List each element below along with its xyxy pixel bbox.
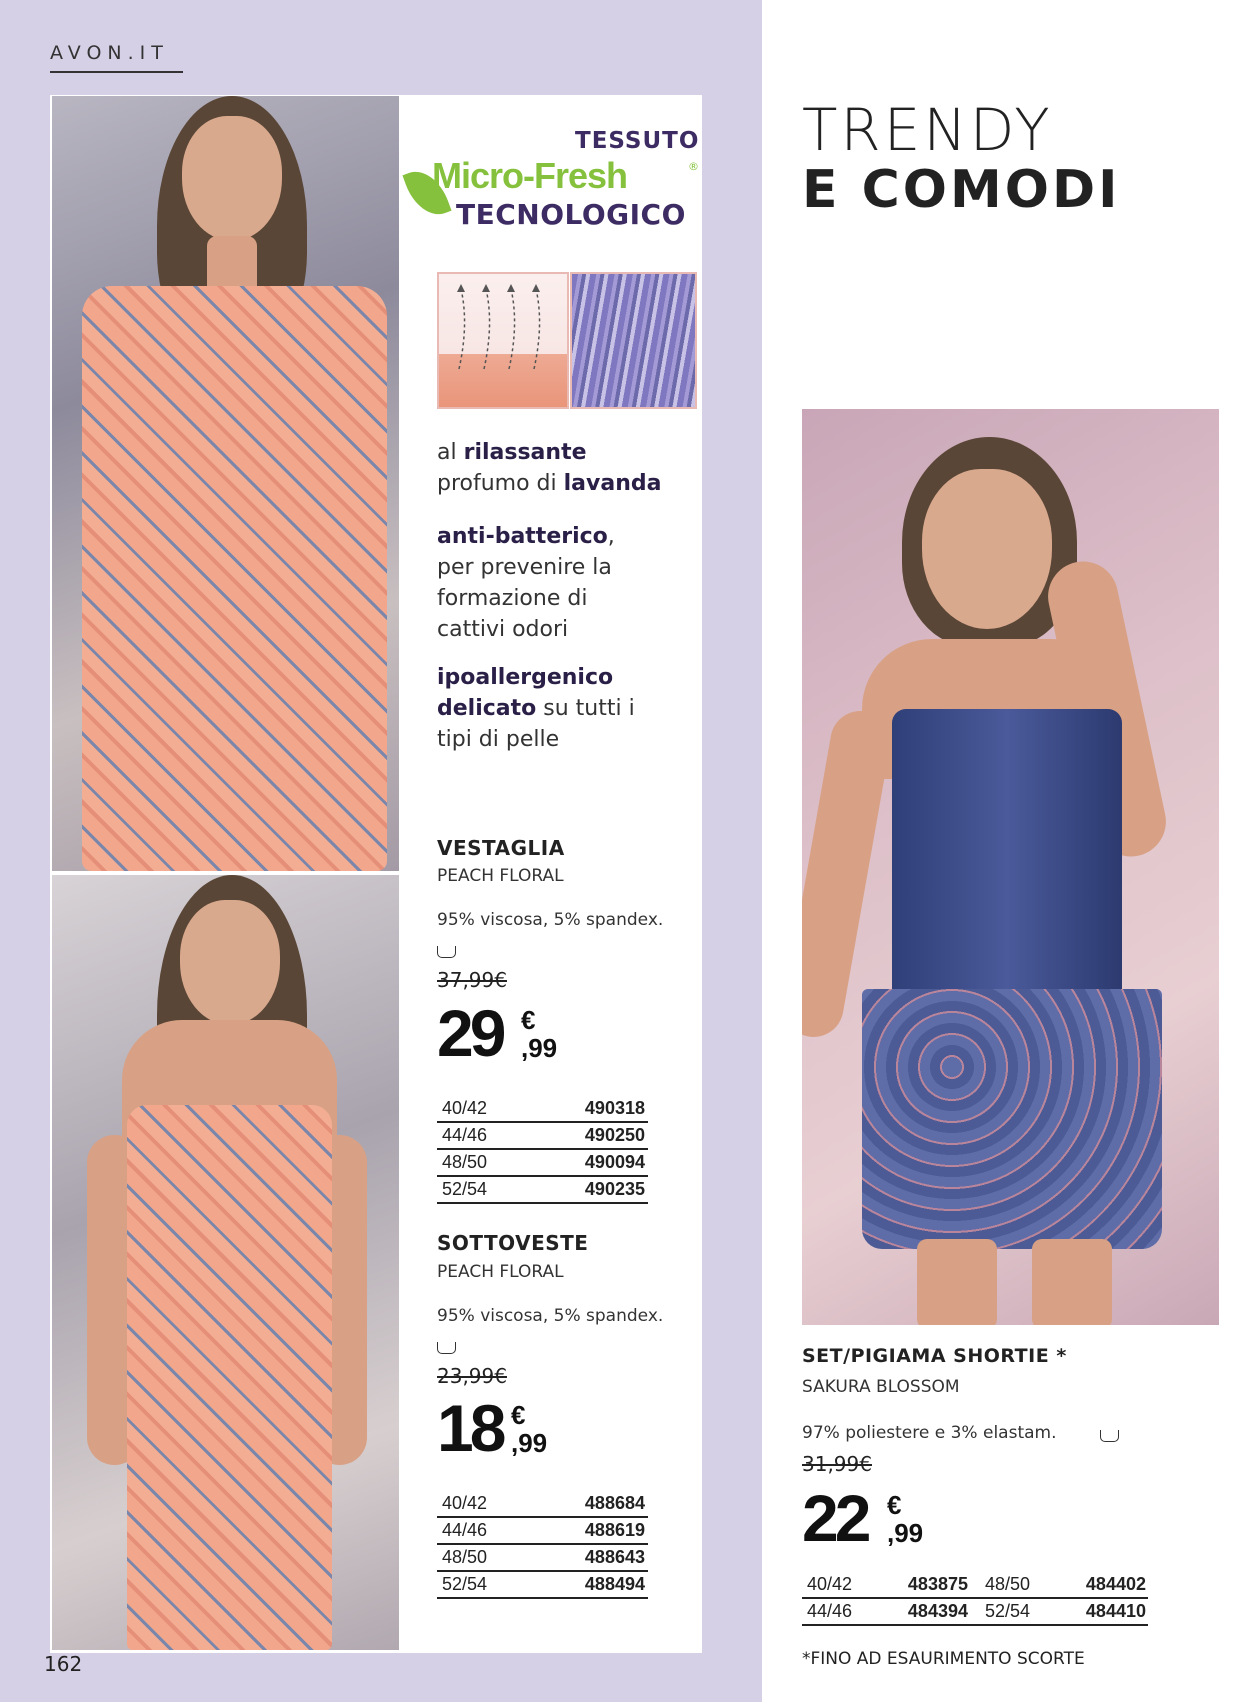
feature-line-1: al rilassante: [437, 440, 587, 465]
old-price-sottoveste: 23,99€: [437, 1364, 507, 1388]
price-int-shortie: 22: [802, 1481, 868, 1555]
evaporation-arrows-icon: [439, 274, 567, 407]
divider: [437, 1516, 648, 1518]
asterisk: *: [1056, 1345, 1067, 1367]
product-name-sottoveste: SOTTOVESTE: [437, 1231, 589, 1255]
registered-mark: ®: [688, 160, 699, 173]
product-material-vestaglia: 95% viscosa, 5% spandex.: [437, 910, 664, 930]
leg-left-shape: [917, 1239, 997, 1325]
code-row-2: 484402: [1085, 1574, 1146, 1594]
divider: [437, 1543, 648, 1545]
photo-shortie: [802, 409, 1219, 1325]
product-name-shortie: SET/PIGIAMA SHORTIE *: [802, 1345, 1067, 1367]
price-currency-vestaglia: €: [521, 1005, 536, 1035]
feature-line-4: per prevenire la: [437, 555, 612, 580]
photo-vestaglia: [52, 96, 399, 871]
feature-line-2: profumo di lavanda: [437, 471, 662, 496]
size-row-4: 52/54: [985, 1601, 1031, 1621]
size-row-3: 44/46: [807, 1601, 853, 1621]
price-int-vestaglia: 29: [437, 996, 503, 1070]
size-row-4: 52/54: [442, 1179, 488, 1199]
brand-underline: [50, 71, 183, 73]
price-currency-sottoveste: €: [511, 1400, 526, 1430]
feature-line-6: cattivi odori: [437, 617, 569, 642]
feature-line-5: formazione di: [437, 586, 588, 611]
old-price-vestaglia: 37,99€: [437, 968, 507, 992]
size-row-2: 48/50: [985, 1574, 1031, 1594]
robe-shape: [82, 286, 387, 871]
photo-sottoveste: [52, 875, 399, 1650]
code-row-3: 490094: [584, 1152, 645, 1172]
code-row-4: 488494: [584, 1574, 645, 1594]
tech-line3: TECNOLOGICO: [456, 198, 686, 231]
product-variant-sottoveste: PEACH FLORAL: [437, 1262, 564, 1282]
code-row-3: 488643: [584, 1547, 645, 1567]
code-row-4: 484410: [1085, 1601, 1146, 1621]
headline-line1: TRENDY: [802, 96, 1053, 164]
product-material-shortie: 97% poliestere e 3% elastam.: [802, 1423, 1057, 1443]
feature-line-9: tipi di pelle: [437, 727, 560, 752]
size-row-1: 40/42: [442, 1493, 488, 1513]
size-row-2: 44/46: [442, 1520, 488, 1540]
hand-wash-icon: [437, 946, 456, 958]
size-row-3: 48/50: [442, 1547, 488, 1567]
size-row-3: 48/50: [442, 1152, 488, 1172]
code-row-2: 490250: [584, 1125, 645, 1145]
divider: [437, 1202, 648, 1204]
divider: [437, 1148, 648, 1150]
face-shape: [182, 116, 282, 241]
size-row-4: 52/54: [442, 1574, 488, 1594]
divider: [437, 1570, 648, 1572]
hand-wash-icon: [1100, 1430, 1119, 1442]
size-row-2: 44/46: [442, 1125, 488, 1145]
product-name-vestaglia: VESTAGLIA: [437, 836, 565, 860]
shorts-shape: [862, 989, 1162, 1249]
divider: [437, 1175, 648, 1177]
product-variant-vestaglia: PEACH FLORAL: [437, 866, 564, 886]
slip-shape: [127, 1105, 332, 1650]
product-variant-shortie: SAKURA BLOSSOM: [802, 1377, 960, 1397]
price-decimals-shortie: ,99: [887, 1518, 924, 1548]
size-row-1: 40/42: [807, 1574, 853, 1594]
price-currency-shortie: €: [887, 1490, 902, 1520]
face-shape: [922, 469, 1052, 629]
price-decimals-vestaglia: ,99: [521, 1033, 558, 1063]
code-row-1: 483875: [907, 1574, 968, 1594]
divider: [437, 1597, 648, 1599]
headline-line2: E COMODI: [802, 160, 1121, 220]
old-price-shortie: 31,99€: [802, 1452, 872, 1476]
code-row-3: 484394: [907, 1601, 968, 1621]
lavender-image: [570, 272, 697, 409]
price-decimals-sottoveste: ,99: [511, 1428, 548, 1458]
page-number: 162: [44, 1652, 83, 1676]
tech-line1: TESSUTO: [575, 128, 700, 154]
code-row-4: 490235: [584, 1179, 645, 1199]
feature-line-8: delicato su tutti i: [437, 696, 635, 721]
fabric-diagram: [437, 272, 569, 409]
leg-right-shape: [1032, 1239, 1112, 1325]
divider: [802, 1624, 1148, 1626]
camisole-shape: [892, 709, 1122, 999]
code-row-1: 488684: [584, 1493, 645, 1513]
feature-line-3: anti-batterico,: [437, 524, 615, 549]
footnote: *FINO AD ESAURIMENTO SCORTE: [802, 1649, 1085, 1669]
microfresh-logo-text: Micro-Fresh: [432, 155, 628, 196]
face-shape: [180, 900, 280, 1025]
code-row-2: 488619: [584, 1520, 645, 1540]
hand-wash-icon: [437, 1342, 456, 1354]
size-row-1: 40/42: [442, 1098, 488, 1118]
price-int-sottoveste: 18: [437, 1391, 503, 1465]
code-row-1: 490318: [584, 1098, 645, 1118]
product-material-sottoveste: 95% viscosa, 5% spandex.: [437, 1306, 664, 1326]
divider: [802, 1597, 1148, 1599]
feature-line-7: ipoallergenico: [437, 665, 614, 690]
brand-label: AVON.IT: [50, 42, 169, 64]
divider: [437, 1121, 648, 1123]
